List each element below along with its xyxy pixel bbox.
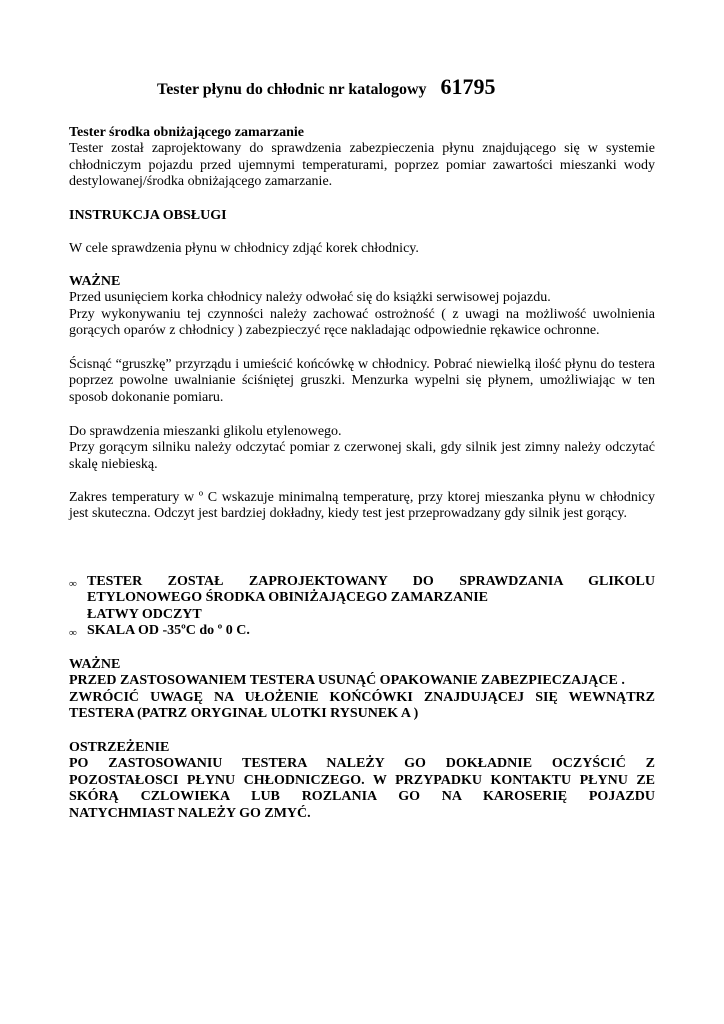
warning2-section bbox=[69, 657, 655, 723]
warning2-line2: ZWRÓCIĆ UWAGĘ NA UŁOŻENIE KOŃCÓWKI ZNAJDUJĄCEJ SIĘ WEWNĄTRZ bbox=[69, 689, 655, 705]
reading-line1: Do sprawdzenia mieszanki glikolu etylenowego. bbox=[69, 424, 342, 439]
intro-body: Tester został zaprojektowany do sprawdzenia zabezpieczenia płynu znajdującego się w systemie chłodniczym pojazdu przed ujemnymi temperaturami, poprzez pomiar zawartości mieszanki wody destylowanej/środka obniżającego zamarzanie. bbox=[69, 141, 655, 190]
warning1-heading: WAŻNE bbox=[69, 274, 121, 289]
instructions-step1: W cele sprawdzenia płynu w chłodnicy zdjąć korek chłodnicy. bbox=[69, 241, 419, 256]
intro-heading: Tester środka obniżającego zamarzanie bbox=[69, 125, 304, 140]
procedure-paragraph: Ścisnąć “gruszkę” przyrządu i umieścić końcówkę w chłodnicy. Pobrać niewielką ilość płynu do testera poprzez powolne uwalnianie ściśniętej gruszki. Menzurka wypelni się płynem, umożliwiając w ten sposob dokonanie pomiaru. bbox=[69, 357, 655, 405]
reading-section bbox=[69, 424, 655, 473]
warning1-section bbox=[69, 274, 655, 340]
caution-line1: PO ZASTOSOWANIU TESTERA NALEŻY GO DOKŁADNIE OCZYŚCIĆ Z bbox=[69, 756, 655, 772]
intro-section bbox=[69, 125, 655, 191]
feature-item-1-line3: ŁATWY ODCZYT bbox=[87, 606, 202, 622]
features-list bbox=[69, 574, 655, 642]
feature-item-1 bbox=[87, 574, 655, 623]
feature-item-1-line1: TESTER ZOSTAŁ ZAPROJEKTOWANY DO SPRAWDZANIA GLIKOLU bbox=[87, 574, 655, 589]
feature-item-1-line2: ETYLONOWEGO ŚRODKA OBINIŻAJĄCEGO ZAMARZANIE bbox=[87, 590, 489, 606]
warning1-line1: Przed usunięciem korka chłodnicy należy odwołać się do książki serwisowej pojazdu. bbox=[69, 290, 551, 306]
caution-line4: NATYCHMIAST NALEŻY GO ZMYĆ. bbox=[69, 805, 311, 821]
warning2-line1: PRZED ZASTOSOWANIEM TESTERA USUNĄĆ OPAKOWANIE ZABEZPIECZAJĄCE . bbox=[69, 673, 625, 689]
bullet-icon: ∞ bbox=[69, 627, 77, 639]
bullet-icon: ∞ bbox=[69, 578, 77, 590]
caution-heading: OSTRZEŻENIE bbox=[69, 740, 170, 755]
range-note: Zakres temperatury w º C wskazuje minimalną temperaturę, przy ktorej mieszanka płynu w chłodnicy jest skuteczna. Odczyt jest bardziej dokładny, kiedy test jest przeprowadzany gdy silnik jest gorący. bbox=[69, 490, 655, 522]
reading-line2: Przy gorącym silniku należy odczytać pomiar z czerwonej skali, gdy silnik jest zimny należy odczytać skalę niebieską. bbox=[69, 440, 655, 472]
instructions-heading: INSTRUKCJA OBSŁUGI bbox=[69, 208, 227, 223]
warning2-line3: TESTERA (PATRZ ORYGINAŁ ULOTKI RYSUNEK A ) bbox=[69, 706, 419, 722]
warning1-line2: Przy wykonywaniu tej czynności należy zachować ostrożność ( z uwagi na możliwość uwolnienia gorących oparów z chłodnicy ) zabezpieczyć ręce nakladając odpowiednie rękawice ochronne. bbox=[69, 306, 655, 339]
feature-item-2: SKALA OD -35ºC do º 0 C. bbox=[87, 623, 250, 638]
caution-section bbox=[69, 740, 655, 822]
caution-line3: SKÓRĄ CZLOWIEKA LUB ROZLANIA GO NA KAROSERIĘ POJAZDU bbox=[69, 789, 655, 805]
caution-line2: POZOSTAŁOSCI PŁYNU CHŁODNICZEGO. W PRZYPADKU KONTAKTU PŁYNU ZE bbox=[69, 772, 655, 788]
warning2-heading: WAŻNE bbox=[69, 657, 121, 672]
title-text: Tester płynu do chłodnic nr katalogowy bbox=[157, 81, 427, 98]
catalog-number: 61795 bbox=[440, 74, 496, 99]
document-title bbox=[157, 74, 496, 100]
